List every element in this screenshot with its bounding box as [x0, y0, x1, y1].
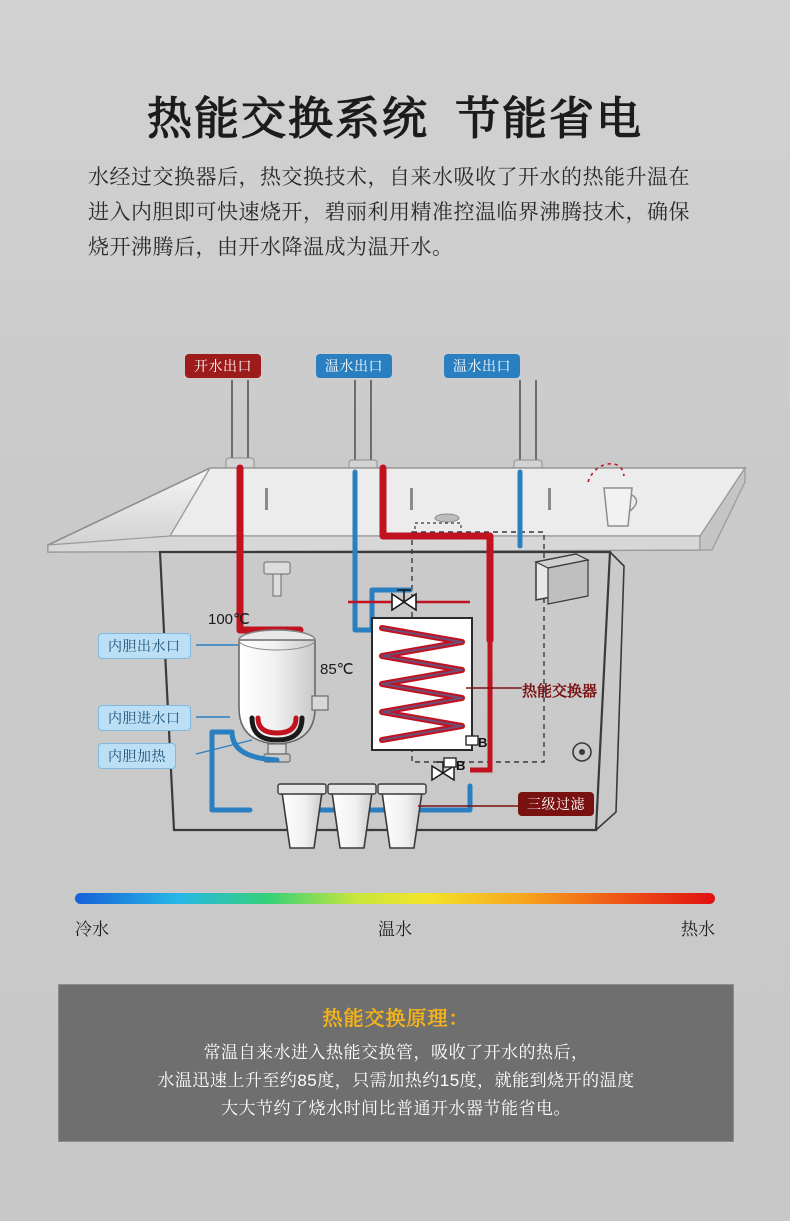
temp-preheat: 85℃ [320, 661, 354, 678]
vent-pipe [264, 562, 290, 596]
scale-label-warm: 温水 [378, 920, 412, 939]
principle-line-3: 大大节约了烧水时间比普通开水器节能省电。 [221, 1099, 571, 1118]
scale-label-cold: 冷水 [75, 920, 109, 939]
marker-b-lower: B [456, 758, 466, 773]
filter-group [278, 784, 426, 848]
tag-warm-outlet-2[interactable]: 温水出口 [444, 354, 520, 378]
page-title [0, 82, 790, 147]
tag-hot-outlet[interactable]: 开水出口 [185, 354, 261, 378]
diagram-svg [0, 340, 790, 860]
temp-boiling: 100℃ [208, 611, 250, 628]
principle-panel [58, 984, 734, 1142]
temperature-scale-labels [75, 915, 715, 939]
water-heater-diagram [0, 340, 790, 860]
inner-tank [239, 630, 328, 762]
valve-icon-upper [392, 590, 416, 610]
tag-leader-lines [232, 380, 536, 462]
page-title-part2: 节能省电 [455, 93, 644, 144]
principle-line-2: 水温迅速上升至约85度，只需加热约15度，就能到烧开的温度 [157, 1071, 635, 1090]
marker-b-upper: B [478, 735, 488, 750]
tag-tank-outlet[interactable]: 内胆出水口 [98, 633, 191, 659]
temperature-gradient-bar [75, 893, 715, 904]
page-title-part1: 热能交换系统 [146, 93, 429, 144]
tag-three-stage-filter[interactable]: 三级过滤 [518, 792, 594, 816]
principle-panel-title: 热能交换原理： [322, 1008, 470, 1030]
control-box [536, 554, 588, 604]
tag-tank-inlet[interactable]: 内胆进水口 [98, 705, 191, 731]
tag-warm-outlet-1[interactable]: 温水出口 [316, 354, 392, 378]
principle-panel-body [59, 1039, 733, 1123]
temperature-scale [75, 893, 715, 939]
heat-exchanger [372, 618, 478, 767]
scale-label-hot: 热水 [681, 920, 715, 939]
principle-line-1: 常温自来水进入热能交换管，吸收了开水的热后， [203, 1043, 589, 1062]
tag-tank-heating[interactable]: 内胆加热 [98, 743, 176, 769]
intro-paragraph: 水经过交换器后，热交换技术，自来水吸收了开水的热能升温在进入内胆即可快速烧开，碧丽利用精准控温临界沸腾技术，确保烧开沸腾后，由开水降温成为温开水。 [88, 166, 690, 259]
tag-heat-exchanger[interactable]: 热能交换器 [522, 683, 598, 700]
